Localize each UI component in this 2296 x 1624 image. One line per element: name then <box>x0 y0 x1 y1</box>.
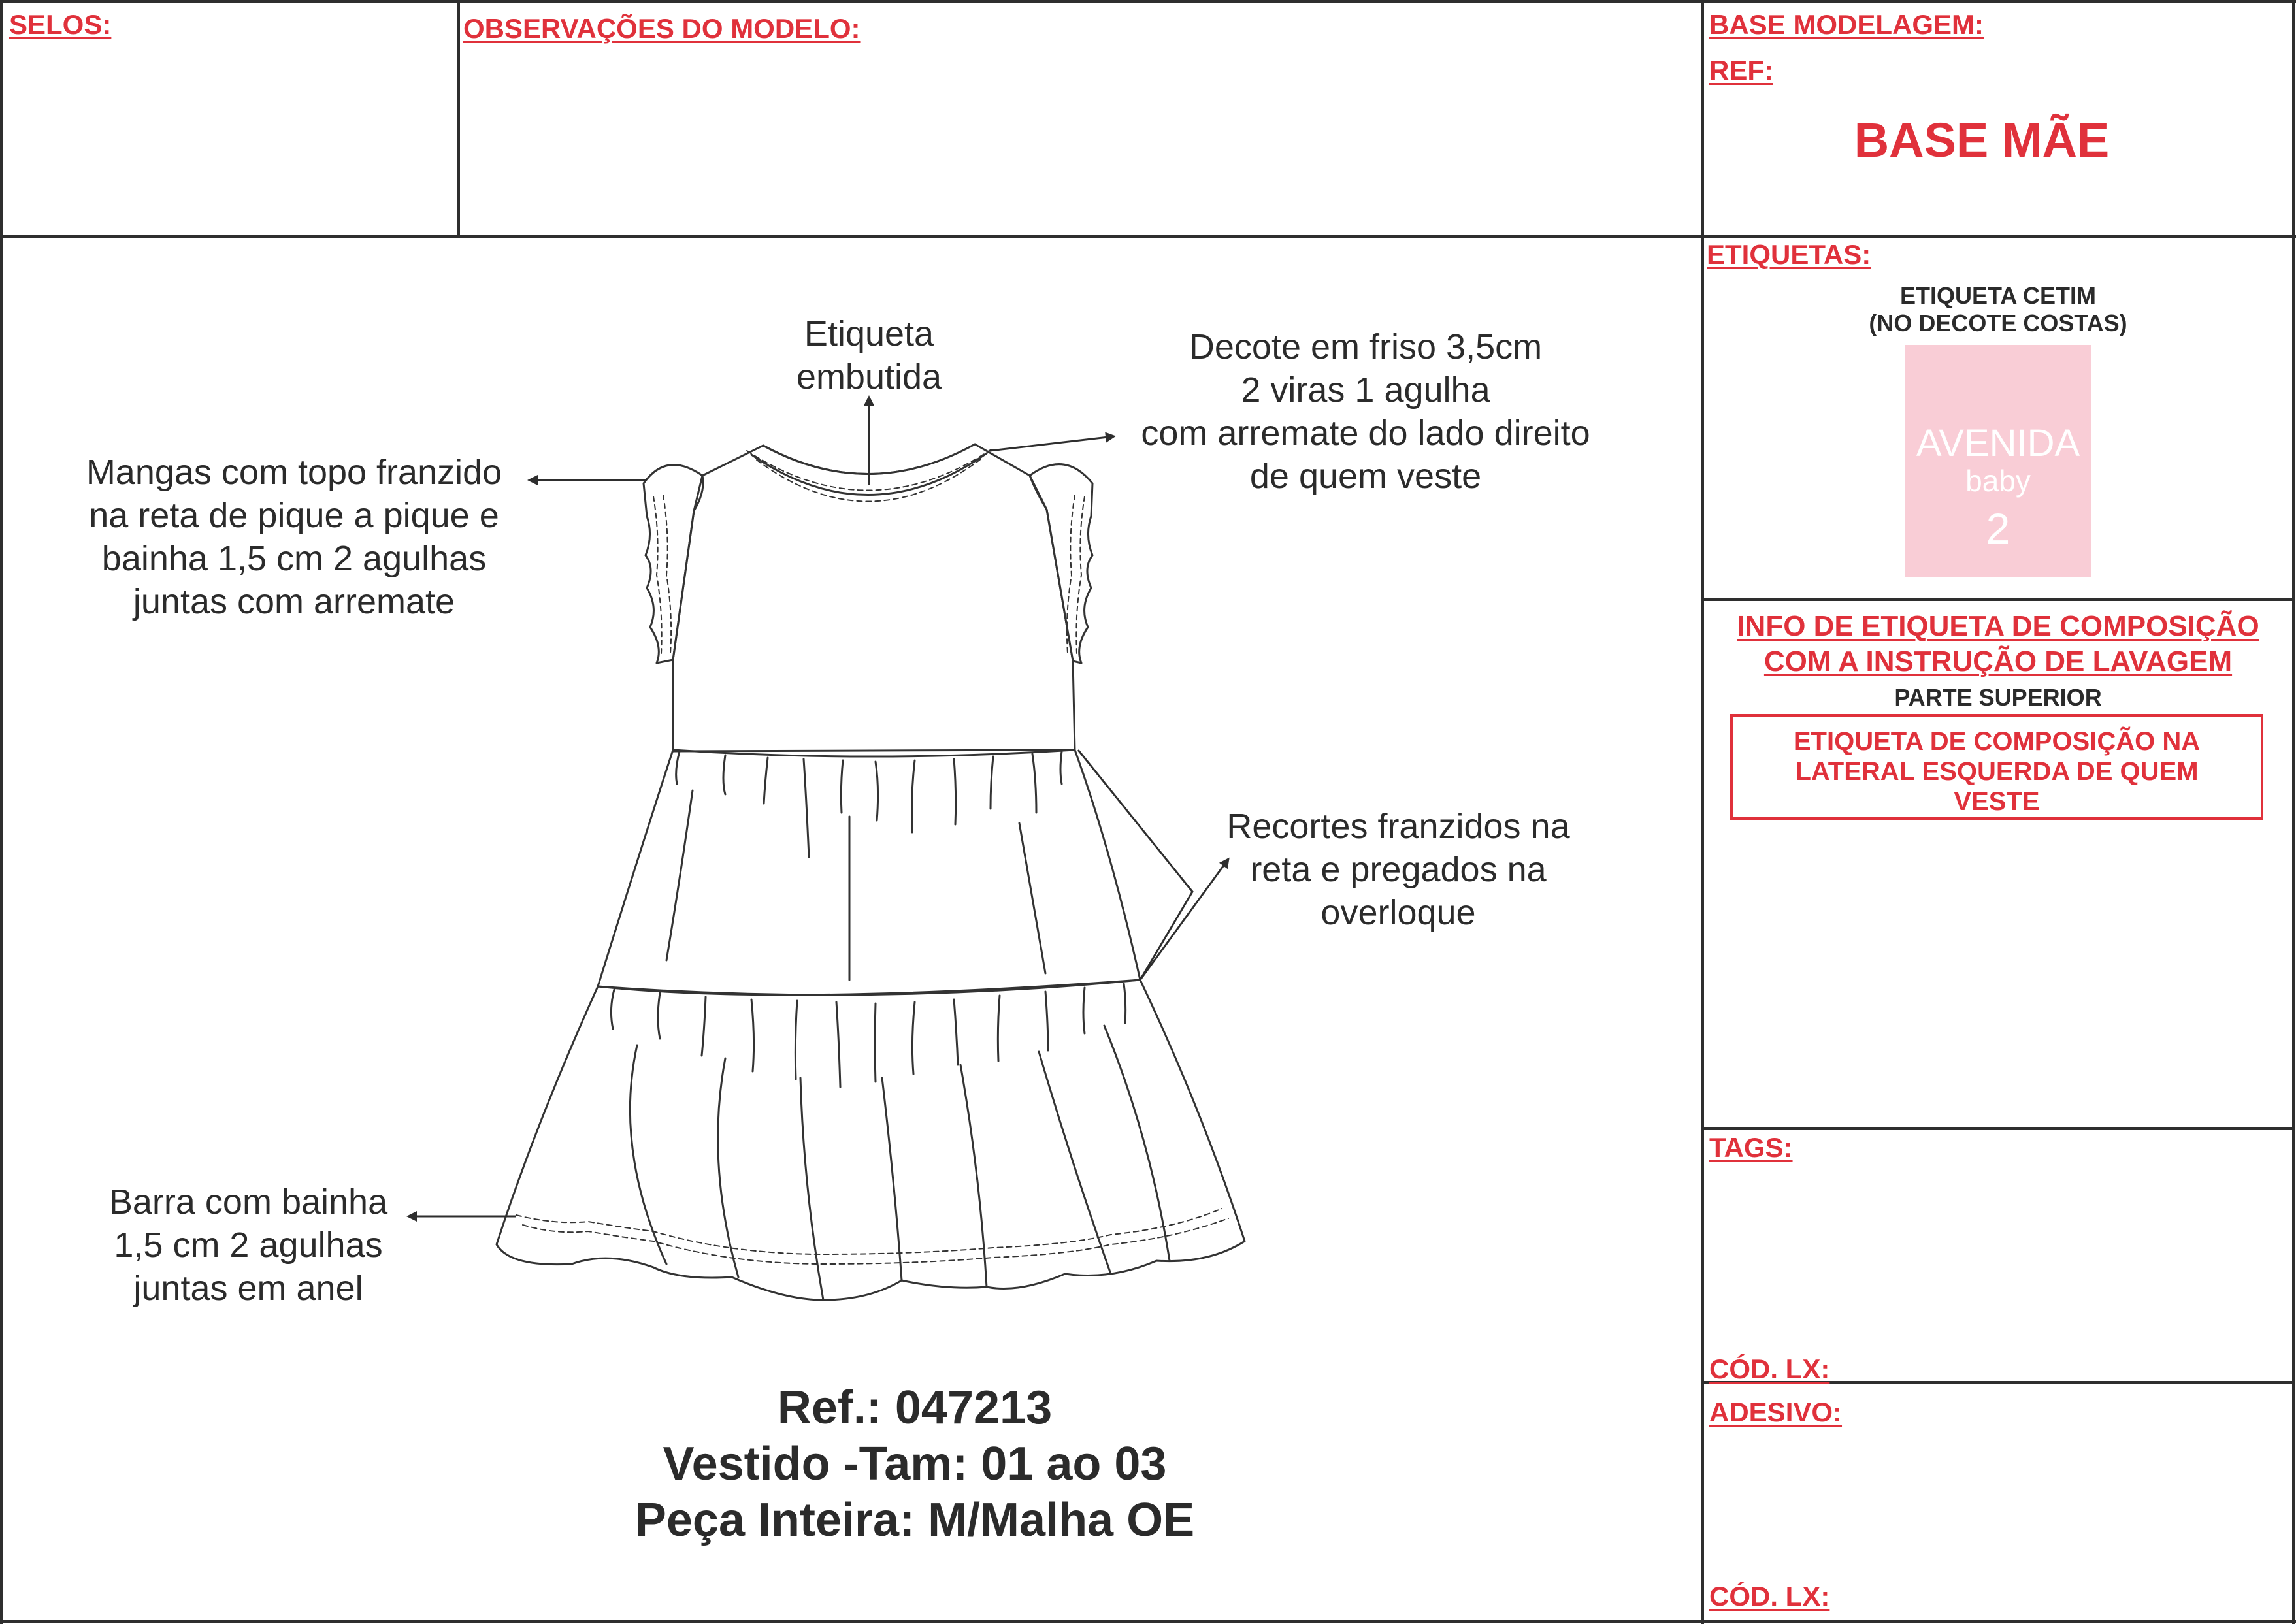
brand-label-swatch <box>1905 345 2091 577</box>
cod-lx-tags: CÓD. LX: <box>1709 1354 1830 1384</box>
etiqueta-annotation: Etiqueta embutida <box>796 314 942 397</box>
product-ref: Ref.: 047213 <box>777 1382 1053 1434</box>
tags-label: TAGS: <box>1709 1132 1793 1163</box>
adesivo-label: ADESIVO: <box>1709 1397 1843 1427</box>
parte-superior-label: PARTE SUPERIOR <box>1894 684 2102 711</box>
etiqueta-cetim-text: ETIQUETA CETIM (NO DECOTE COSTAS) <box>1869 282 2127 336</box>
etiquetas-label: ETIQUETAS: <box>1707 239 1871 270</box>
bodice-outline <box>673 444 1075 751</box>
ref-label: REF: <box>1709 55 1773 86</box>
selos-label: SELOS: <box>9 9 112 40</box>
brand-label-size: 2 <box>1986 504 2010 553</box>
observacoes-label: OBSERVAÇÕES DO MODELO: <box>463 13 861 44</box>
decote-arrow <box>990 436 1114 451</box>
recortes-annotation: Recortes franzidos na reta e pregados na overloque <box>1226 807 1570 932</box>
product-info <box>523 1380 1307 1548</box>
barra-annotation: Barra com bainha 1,5 cm 2 agulhas juntas em anel <box>108 1182 388 1308</box>
cod-lx-adesivo: CÓD. LX: <box>1709 1581 1830 1612</box>
product-fabric: Peça Inteira: M/Malha OE <box>634 1494 1195 1546</box>
base-modelagem-label: BASE MODELAGEM: <box>1709 9 1984 40</box>
left-sleeve <box>644 465 703 663</box>
info-composicao-heading: INFO DE ETIQUETA DE COMPOSIÇÃO COM A INSTRUÇÃO DE LAVAGEM <box>1737 610 2259 677</box>
decote-annotation: Decote em friso 3,5cm 2 viras 1 agulha com arremate do lado direito de quem veste <box>1141 327 1590 496</box>
tier-one <box>598 750 1140 995</box>
mangas-annotation: Mangas com topo franzido na reta de pique a pique e bainha 1,5 cm 2 agulhas juntas com arremate <box>86 453 502 621</box>
product-name: Vestido -Tam: 01 ao 03 <box>663 1438 1167 1490</box>
brand-label-name: AVENIDA <box>1916 422 2080 464</box>
composicao-text: ETIQUETA DE COMPOSIÇÃO NA LATERAL ESQUERDA DE QUEM VESTE <box>1793 727 2201 816</box>
base-value: BASE MÃE <box>1854 113 2110 167</box>
brand-label-sub: baby <box>1965 464 2031 498</box>
recortes-arrow <box>1078 750 1192 980</box>
skirt-outline <box>497 980 1245 1300</box>
